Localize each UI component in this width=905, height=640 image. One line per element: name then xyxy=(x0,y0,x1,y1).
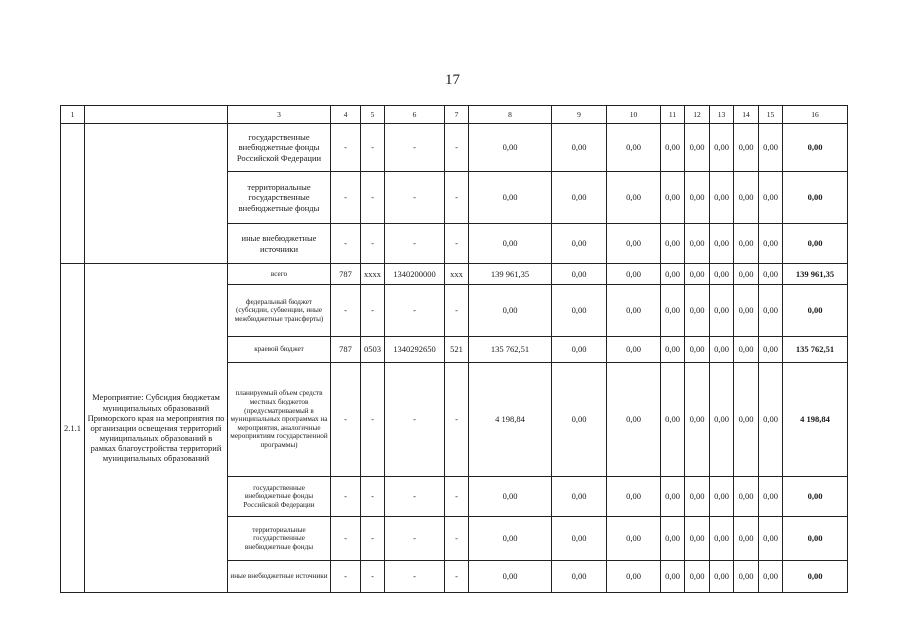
value-cell: - xyxy=(385,224,445,264)
value-cell: 0,00 xyxy=(710,363,734,477)
value-cell: 0,00 xyxy=(469,561,552,593)
value-cell: 0,00 xyxy=(661,337,685,363)
source-cell: государственные внебюджетные фонды Российской Федерации xyxy=(228,124,331,172)
value-cell: 0,00 xyxy=(607,477,661,517)
total-cell: 0,00 xyxy=(783,517,848,561)
value-cell: 0,00 xyxy=(759,363,783,477)
value-cell: 0,00 xyxy=(759,517,783,561)
value-cell: 0,00 xyxy=(552,337,607,363)
value-cell: 0,00 xyxy=(685,285,710,337)
header-cell: 1 xyxy=(61,106,85,124)
value-cell: 0,00 xyxy=(710,124,734,172)
value-cell: 0,00 xyxy=(552,124,607,172)
value-cell: - xyxy=(385,285,445,337)
value-cell: 0,00 xyxy=(759,172,783,224)
value-cell: 787 xyxy=(331,337,361,363)
header-cell: 10 xyxy=(607,106,661,124)
code-cell: 2.1.1 xyxy=(61,264,85,593)
value-cell: 0,00 xyxy=(734,172,759,224)
value-cell: - xyxy=(445,285,469,337)
header-cell: 6 xyxy=(385,106,445,124)
source-cell: планируемый объем средств местных бюджетов (предусматриваемый в муниципальных программах на мероприятия, аналогичные мероприятиям государственной программы) xyxy=(228,363,331,477)
value-cell: - xyxy=(385,561,445,593)
value-cell: 0,00 xyxy=(552,363,607,477)
value-cell: 0,00 xyxy=(734,561,759,593)
value-cell: 0,00 xyxy=(734,337,759,363)
budget-table xyxy=(60,105,848,593)
value-cell: 0,00 xyxy=(734,264,759,285)
value-cell: 0,00 xyxy=(685,363,710,477)
value-cell: 0,00 xyxy=(661,264,685,285)
value-cell: 0,00 xyxy=(710,337,734,363)
value-cell: 0,00 xyxy=(685,561,710,593)
source-cell: территориальные государственные внебюджетные фонды xyxy=(228,172,331,224)
value-cell: - xyxy=(385,477,445,517)
value-cell: 0,00 xyxy=(661,224,685,264)
header-cell: 14 xyxy=(734,106,759,124)
value-cell: 0,00 xyxy=(607,337,661,363)
header-row xyxy=(61,106,848,124)
value-cell: - xyxy=(445,124,469,172)
value-cell: 0,00 xyxy=(759,224,783,264)
source-cell: территориальные государственные внебюджетные фонды xyxy=(228,517,331,561)
header-cell: 11 xyxy=(661,106,685,124)
value-cell: 0,00 xyxy=(710,561,734,593)
value-cell: 0,00 xyxy=(685,224,710,264)
value-cell: 0,00 xyxy=(552,224,607,264)
header-cell: 13 xyxy=(710,106,734,124)
value-cell: 0,00 xyxy=(710,264,734,285)
value-cell: - xyxy=(331,285,361,337)
value-cell: - xyxy=(445,517,469,561)
value-cell: - xyxy=(445,477,469,517)
value-cell: - xyxy=(385,124,445,172)
total-cell: 4 198,84 xyxy=(783,363,848,477)
value-cell: 0,00 xyxy=(552,561,607,593)
value-cell: 0,00 xyxy=(759,337,783,363)
value-cell: 0,00 xyxy=(469,172,552,224)
value-cell: 0,00 xyxy=(759,264,783,285)
value-cell: 0,00 xyxy=(661,285,685,337)
value-cell: 0,00 xyxy=(469,124,552,172)
value-cell: 0,00 xyxy=(607,363,661,477)
total-cell: 0,00 xyxy=(783,124,848,172)
header-cell: 16 xyxy=(783,106,848,124)
value-cell: - xyxy=(445,224,469,264)
value-cell: 0,00 xyxy=(685,172,710,224)
header-cell: 5 xyxy=(361,106,385,124)
total-cell: 0,00 xyxy=(783,224,848,264)
header-cell: 7 xyxy=(445,106,469,124)
page-number: 17 xyxy=(445,72,460,88)
value-cell: 787 xyxy=(331,264,361,285)
value-cell: 0,00 xyxy=(661,517,685,561)
value-cell: 0,00 xyxy=(710,224,734,264)
source-cell: иные внебюджетные источники xyxy=(228,224,331,264)
value-cell: - xyxy=(361,517,385,561)
value-cell: 0,00 xyxy=(661,124,685,172)
total-cell: 0,00 xyxy=(783,172,848,224)
value-cell: - xyxy=(385,363,445,477)
value-cell: 0,00 xyxy=(685,264,710,285)
value-cell: 1340200000 xyxy=(385,264,445,285)
value-cell: 0,00 xyxy=(661,561,685,593)
value-cell: 0,00 xyxy=(607,224,661,264)
value-cell: - xyxy=(331,363,361,477)
source-cell: федеральный бюджет (субсидии, субвенции, иные межбюджетные трансферты) xyxy=(228,285,331,337)
value-cell: - xyxy=(445,363,469,477)
value-cell: - xyxy=(445,172,469,224)
header-cell: 12 xyxy=(685,106,710,124)
value-cell: 0,00 xyxy=(469,517,552,561)
value-cell: 0,00 xyxy=(607,172,661,224)
value-cell: 0,00 xyxy=(710,285,734,337)
value-cell: 0,00 xyxy=(552,172,607,224)
value-cell: - xyxy=(385,172,445,224)
value-cell: 1340292650 xyxy=(385,337,445,363)
value-cell: 0,00 xyxy=(685,337,710,363)
value-cell: 0,00 xyxy=(734,224,759,264)
source-cell: всего xyxy=(228,264,331,285)
value-cell: ххх xyxy=(445,264,469,285)
source-cell: государственные внебюджетные фонды Российской Федерации xyxy=(228,477,331,517)
description-cell xyxy=(85,124,228,264)
header-cell: 4 xyxy=(331,106,361,124)
value-cell: 0,00 xyxy=(734,124,759,172)
value-cell: 0,00 xyxy=(685,124,710,172)
value-cell: - xyxy=(361,285,385,337)
value-cell: - xyxy=(331,124,361,172)
value-cell: 0,00 xyxy=(607,517,661,561)
value-cell: 4 198,84 xyxy=(469,363,552,477)
value-cell: - xyxy=(331,172,361,224)
header-cell xyxy=(85,106,228,124)
value-cell: - xyxy=(361,124,385,172)
value-cell: 0,00 xyxy=(661,172,685,224)
value-cell: 0,00 xyxy=(734,285,759,337)
value-cell: - xyxy=(331,561,361,593)
value-cell: - xyxy=(331,224,361,264)
value-cell: 0503 xyxy=(361,337,385,363)
value-cell: - xyxy=(331,477,361,517)
value-cell: 0,00 xyxy=(759,561,783,593)
source-cell: иные внебюджетные источники xyxy=(228,561,331,593)
total-cell: 0,00 xyxy=(783,477,848,517)
value-cell: 0,00 xyxy=(552,477,607,517)
value-cell: 0,00 xyxy=(710,172,734,224)
table-row xyxy=(61,264,848,285)
source-cell: краевой бюджет xyxy=(228,337,331,363)
value-cell: 0,00 xyxy=(734,363,759,477)
total-cell: 135 762,51 xyxy=(783,337,848,363)
value-cell: - xyxy=(361,477,385,517)
value-cell: 139 961,35 xyxy=(469,264,552,285)
total-cell: 0,00 xyxy=(783,285,848,337)
value-cell: 0,00 xyxy=(607,124,661,172)
value-cell: хххх xyxy=(361,264,385,285)
value-cell: 0,00 xyxy=(607,561,661,593)
value-cell: 0,00 xyxy=(469,285,552,337)
value-cell: - xyxy=(445,561,469,593)
header-cell: 15 xyxy=(759,106,783,124)
header-cell: 3 xyxy=(228,106,331,124)
value-cell: - xyxy=(361,363,385,477)
table-row xyxy=(61,124,848,172)
value-cell: 0,00 xyxy=(759,124,783,172)
value-cell: 0,00 xyxy=(685,477,710,517)
value-cell: 0,00 xyxy=(607,264,661,285)
value-cell: 0,00 xyxy=(661,477,685,517)
value-cell: 0,00 xyxy=(759,285,783,337)
value-cell: 0,00 xyxy=(552,264,607,285)
value-cell: - xyxy=(385,517,445,561)
code-cell xyxy=(61,124,85,264)
value-cell: 135 762,51 xyxy=(469,337,552,363)
value-cell: 0,00 xyxy=(685,517,710,561)
value-cell: - xyxy=(361,561,385,593)
value-cell: - xyxy=(331,517,361,561)
value-cell: 0,00 xyxy=(469,477,552,517)
value-cell: 0,00 xyxy=(710,477,734,517)
value-cell: 0,00 xyxy=(552,285,607,337)
header-cell: 8 xyxy=(469,106,552,124)
value-cell: - xyxy=(361,224,385,264)
value-cell: 0,00 xyxy=(661,363,685,477)
value-cell: 0,00 xyxy=(710,517,734,561)
value-cell: 0,00 xyxy=(734,517,759,561)
header-cell: 9 xyxy=(552,106,607,124)
total-cell: 139 961,35 xyxy=(783,264,848,285)
value-cell: 0,00 xyxy=(734,477,759,517)
value-cell: - xyxy=(361,172,385,224)
description-cell: Мероприятие: Субсидия бюджетам муниципальных образований Приморского края на мероприятия по организации освещения территорий муниципальных образований в рамках благоустройства территорий муниципальных образований xyxy=(85,264,228,593)
value-cell: 0,00 xyxy=(469,224,552,264)
value-cell: 0,00 xyxy=(552,517,607,561)
total-cell: 0,00 xyxy=(783,561,848,593)
value-cell: 521 xyxy=(445,337,469,363)
value-cell: 0,00 xyxy=(759,477,783,517)
value-cell: 0,00 xyxy=(607,285,661,337)
